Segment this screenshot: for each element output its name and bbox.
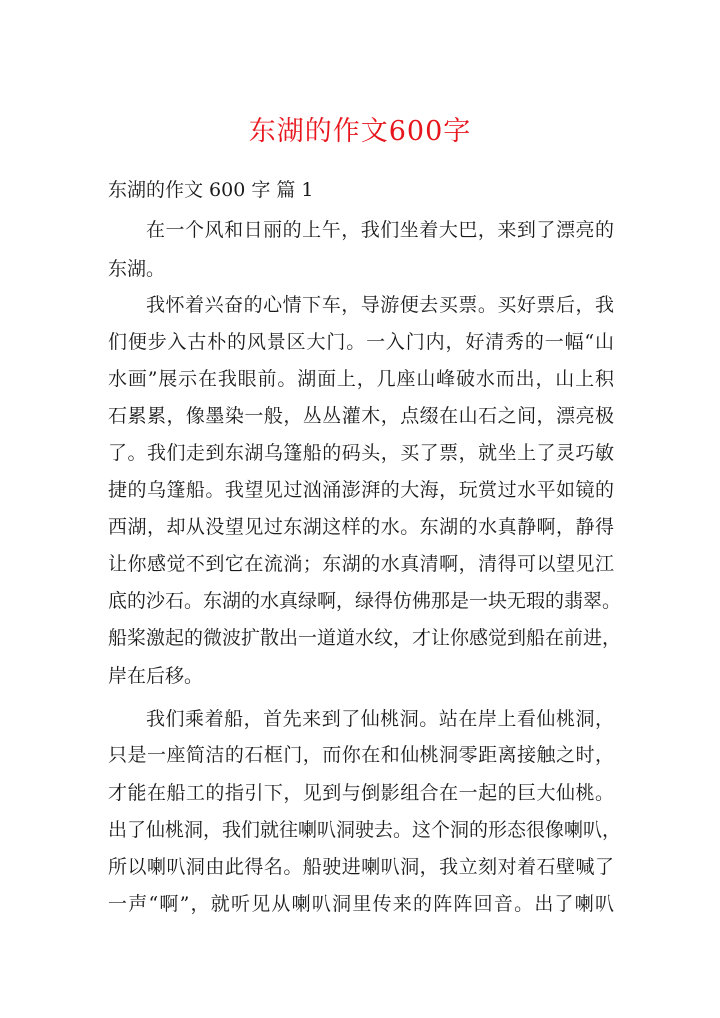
- text-line: 了。我们走到东湖乌篷船的码头，买了票，就坐上了灵巧敏: [108, 442, 614, 464]
- text-line: 在一个风和日丽的上午，我们坐着大巴，来到了漂亮的: [146, 219, 614, 241]
- text-line: 出了仙桃洞，我们就往喇叭洞驶去。这个洞的形态很像喇叭，: [108, 819, 622, 841]
- document-title: 东湖的作文600字: [248, 116, 472, 147]
- section-heading: 东湖的作文 600 字 篇 1: [108, 179, 314, 201]
- text-line: 捷的乌篷船。我望见过汹涌澎湃的大海，玩赏过水平如镜的: [108, 479, 614, 501]
- text-line: 所以喇叭洞由此得名。船驶进喇叭洞，我立刻对着石壁喊了: [108, 856, 614, 878]
- text-line: 石累累，像墨染一般，丛丛灌木，点缀在山石之间，漂亮极: [108, 405, 614, 427]
- text-line: 才能在船工的指引下，见到与倒影组合在一起的巨大仙桃。: [108, 782, 614, 804]
- text-line: 我怀着兴奋的心情下车，导游便去买票。买好票后，我: [146, 294, 614, 316]
- text-line: 水画”展示在我眼前。湖面上，几座山峰破水而出，山上积: [108, 368, 614, 390]
- text-line: 只是一座简洁的石框门，而你在和仙桃洞零距离接触之时，: [108, 744, 614, 766]
- text-line: 们便步入古朴的风景区大门。一入门内，好清秀的一幅“山: [108, 331, 614, 353]
- text-line: 东湖。: [108, 258, 166, 280]
- text-line: 我们乘着船，首先来到了仙桃洞。站在岸上看仙桃洞，: [146, 708, 614, 730]
- text-line: 一声“啊”，就听见从喇叭洞里传来的阵阵回音。出了喇叭: [108, 893, 614, 915]
- text-line: 西湖，却从没望见过东湖这样的水。东湖的水真静啊，静得: [108, 516, 614, 538]
- text-line: 船桨激起的微波扩散出一道道水纹，才让你感觉到船在前进，: [108, 627, 622, 649]
- text-line: 让你感觉不到它在流淌；东湖的水真清啊，清得可以望见江: [108, 553, 614, 575]
- text-line: 岸在后移。: [108, 665, 204, 687]
- text-line: 底的沙石。东湖的水真绿啊，绿得仿佛那是一块无瑕的翡翠。: [108, 590, 622, 612]
